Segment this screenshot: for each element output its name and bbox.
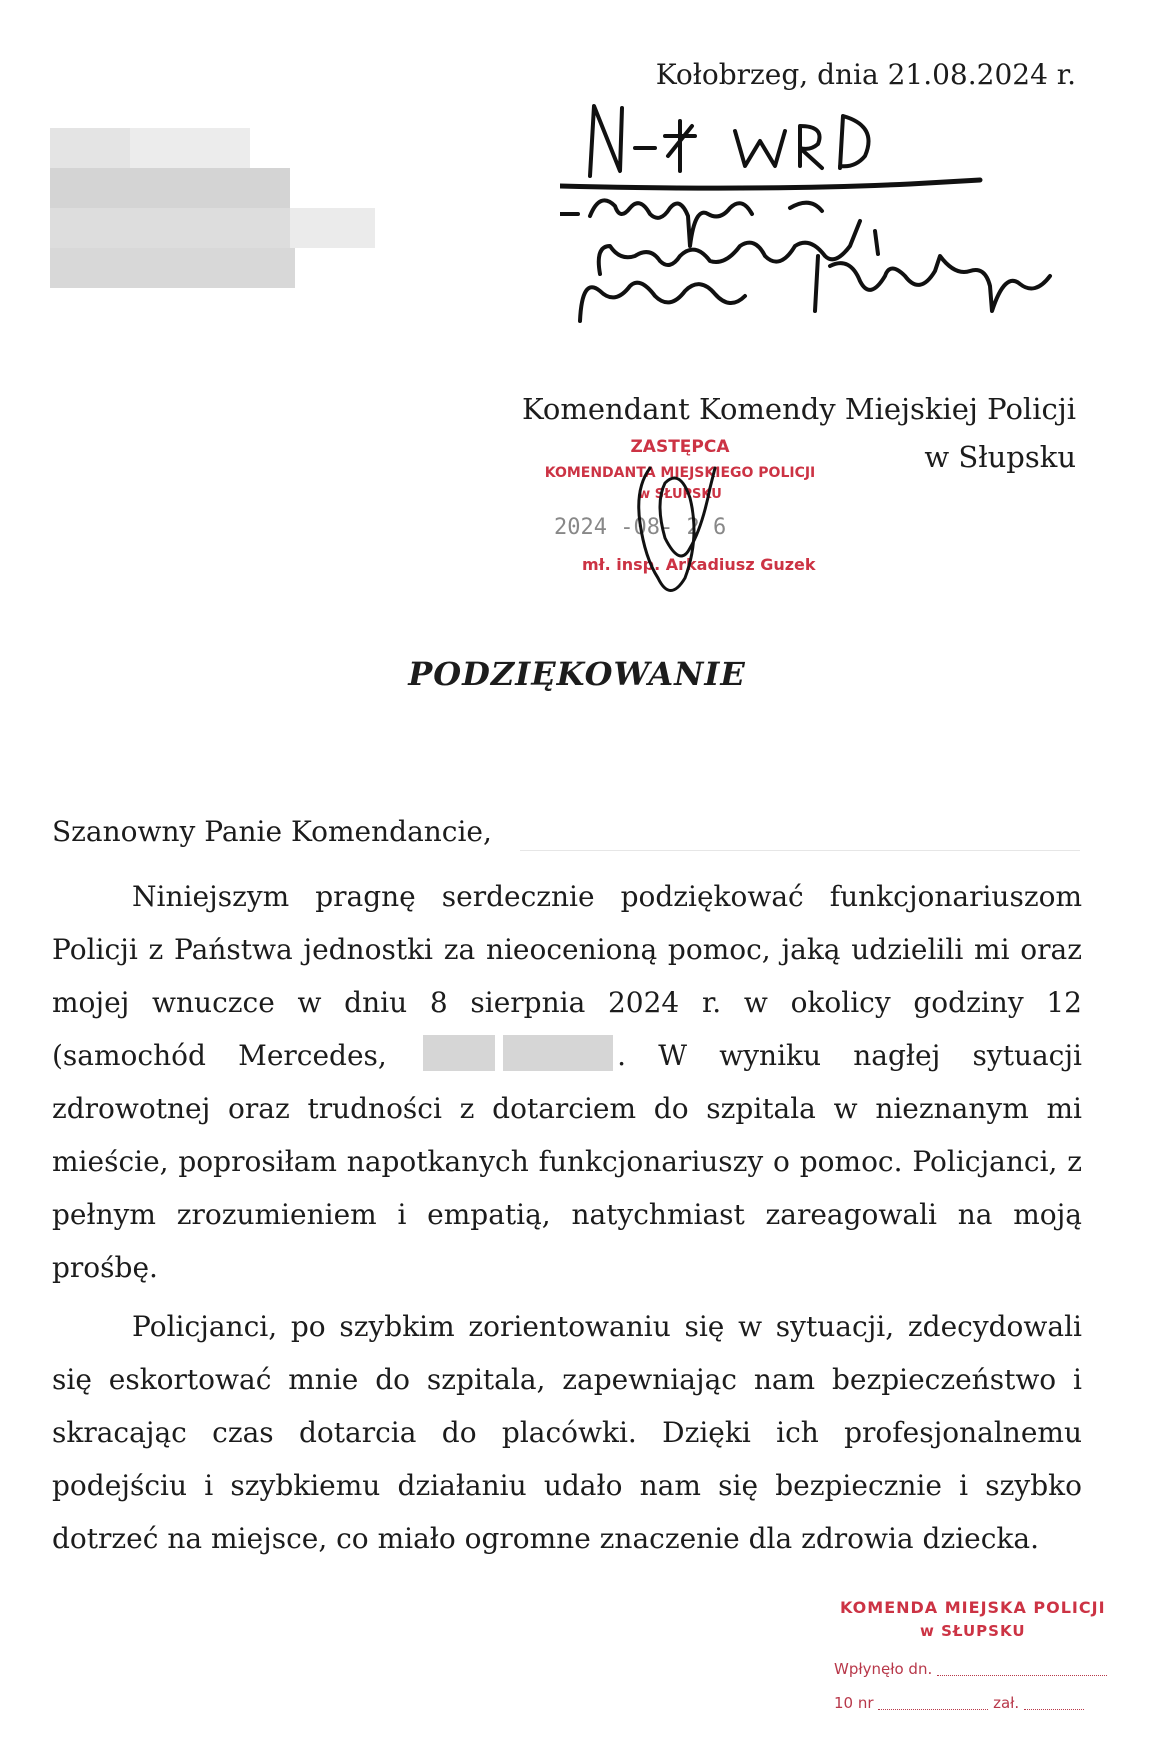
stamp-date: 2024 -08- 2 6	[554, 515, 727, 540]
received-stamp	[820, 1598, 1130, 1738]
stamp-deputy-line3: w SŁUPSKU	[638, 487, 722, 502]
received-stamp-city: w SŁUPSKU	[920, 1622, 1026, 1640]
received-date-field: Wpłynęło dn.	[834, 1660, 1107, 1678]
recipient-line1: Komendant Komendy Miejskiej Policji	[521, 392, 1076, 426]
recipient-line2: w Słupsku	[924, 440, 1076, 474]
received-number-field: 10 nr zał.	[834, 1694, 1084, 1712]
redacted-plate	[503, 1035, 613, 1071]
deputy-commander-stamp	[540, 428, 910, 606]
paragraph-1-part-2: . W wyniku nagłej sytuacji zdrowotnej oraz trudności z dotarciem do szpitala w nieznanym mi mieście, poprosiłam napotkanych funkcjonariuszy o pomoc. Policjanci, z pełnym zrozumieniem i empatią, natychmiast zareagowali na moją prośbę.	[52, 1039, 1082, 1284]
date-line: Kołobrzeg, dnia 21.08.2024 r.	[655, 58, 1076, 91]
paragraph-1-part-1: Niniejszym pragnę serdecznie podziękować funkcjonariuszom Policji z Państwa jednostki za nieocenioną pomoc, jaką udzielili mi oraz mojej wnuczce w dniu 8 sierpnia 2024 r. w okolicy godziny 12 (samochód Mercedes,	[52, 880, 1082, 1072]
received-stamp-title: KOMENDA MIEJSKA POLICJI	[840, 1598, 1106, 1617]
stamp-deputy-line2: KOMENDANTA MIEJSKIEGO POLICJI	[544, 465, 816, 481]
redacted-sender-address	[50, 128, 375, 318]
handwritten-note	[560, 96, 1120, 371]
stamp-deputy-line1: ZASTĘPCA	[630, 437, 730, 457]
salutation: Szanowny Panie Komendancie,	[52, 815, 492, 848]
paragraph-2-text: Policjanci, po szybkim zorientowaniu się w sytuacji, zdecydowali się eskortować mnie do szpitala, zapewniając nam bezpieczeństwo i skracając czas dotarcia do placówki. Dzięki ich profesjonalnemu podejściu i szybkiemu działaniu udało nam się bezpiecznie i szybko dotrzeć na miejsce, co miało ogromne znaczenie dla zdrowia dziecka.	[52, 1310, 1082, 1555]
document-title: PODZIĘKOWANIE	[408, 655, 746, 693]
paragraph-2	[52, 1300, 1082, 1565]
paragraph-1	[52, 870, 1082, 1294]
redacted-plate	[423, 1035, 495, 1071]
stamp-officer-name: mł. insp. Arkadiusz Guzek	[582, 555, 816, 574]
faint-rule	[520, 850, 1080, 851]
